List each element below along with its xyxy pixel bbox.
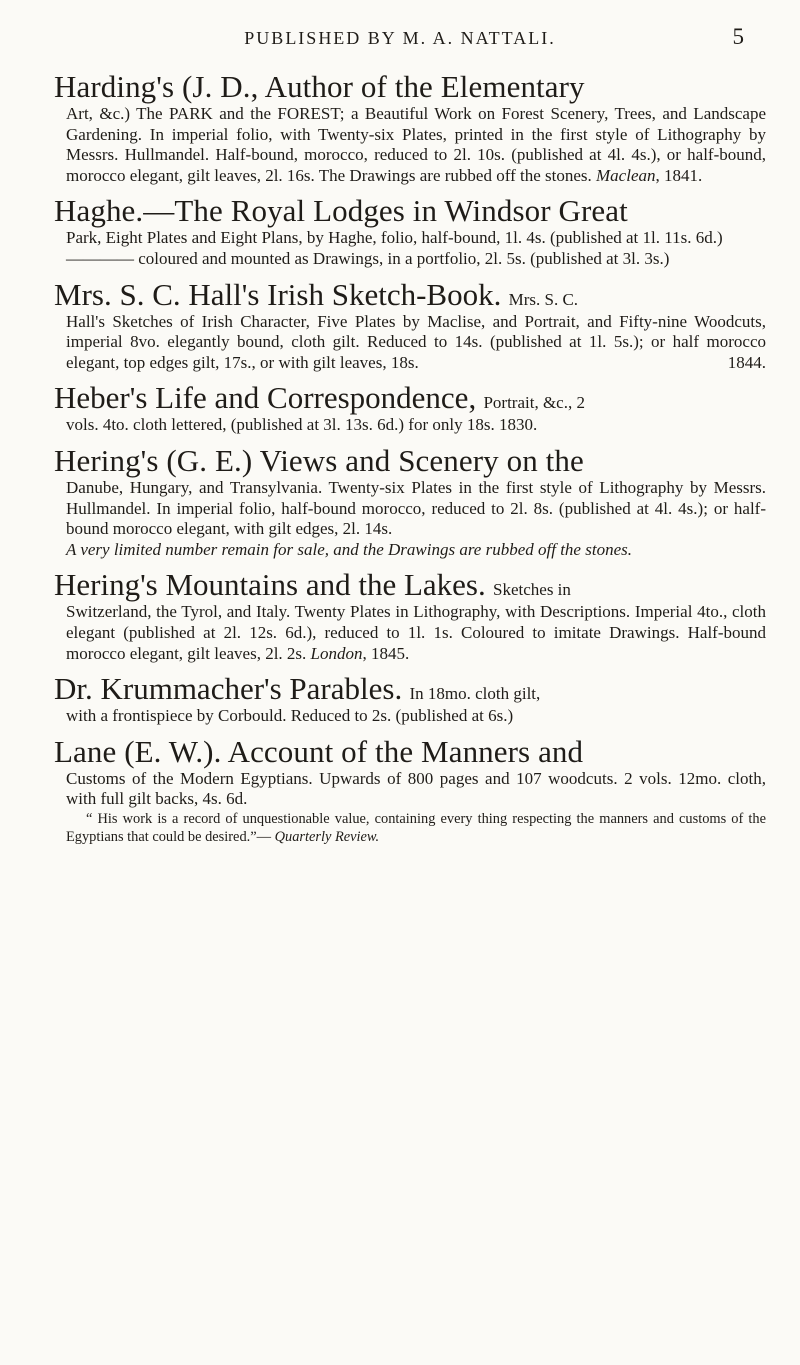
entry-title: Harding's (J. D., Author of the Elementary: [54, 69, 585, 104]
catalogue-entry: [54, 278, 766, 374]
entry-title: Lane (E. W.). Account of the Manners and: [54, 733, 584, 769]
entry-date: , 1841.: [655, 165, 703, 185]
entry-description: Art, &c.) The PARK and the FOREST; a Beautiful Work on Forest Scenery, Trees, and Landscape Gardening. In imperial folio, with Twenty-six Plates, printed in the first style of Lithography by Messrs. Hullmandel. Half-bound, morocco, reduced to 2l. 10s. (published at 4l. 4s.), or half-bound, morocco elegant, gilt leaves, 2l. 16s. The Drawings are rubbed off the stones.: [66, 104, 766, 185]
entry-title-tail: In 18mo. cloth gilt,: [409, 684, 541, 704]
running-head: [0, 22, 800, 56]
entry-description-coloured: ———— coloured and mounted as Drawings, in a portfolio, 2l. 5s. (published at 3l. 3s.): [66, 248, 670, 268]
entry-description: Danube, Hungary, and Transylvania. Twenty-six Plates in the first style of Lithography by Messrs. Hullmandel. In imperial folio, half-bound morocco, reduced to 2l. 8s. (published at 4l. 4s.); or half-bound morocco elegant, with gilt edges, 2l. 14s.: [66, 477, 766, 539]
entry-date: , 1845.: [362, 643, 410, 663]
entry-description: Customs of the Modern Egyptians. Upwards of 800 pages and 107 woodcuts. 2 vols. 12mo. cloth, with full gilt backs, 4s. 6d.: [66, 768, 766, 809]
entry-title: Hering's (G. E.) Views and Scenery on the: [54, 442, 584, 478]
catalogue-entry: [54, 70, 766, 186]
entry-description: Switzerland, the Tyrol, and Italy. Twenty Plates in Lithography, with Descriptions. Imperial 4to., cloth elegant (published at 2l. 12s. 6d.), reduced to 1l. 1s. Coloured to imitate Drawings. Half-bound morocco elegant, gilt leaves, 2l. 2s.: [66, 602, 766, 663]
entry-title: Haghe.—The Royal Lodges in Windsor Great: [54, 193, 628, 229]
entry-title: Dr. Krummacher's Parables.: [54, 671, 403, 707]
review-source: Quarterly Review.: [274, 828, 380, 845]
review-quote: “ His work is a record of unquestionable value, containing every thing respecting the manners and customs of the Egyptians that could be desired.”—: [66, 810, 766, 845]
catalogue-entry: [54, 381, 766, 436]
entry-imprint: London: [310, 643, 363, 663]
entry-imprint: Maclean: [596, 165, 656, 185]
catalogue-entry: [54, 568, 766, 664]
page-number: 5: [732, 24, 744, 49]
entry-title: Hering's Mountains and the Lakes.: [54, 567, 486, 603]
entry-description: Hall's Sketches of Irish Character, Five Plates by Maclise, and Portrait, and Fifty-nine Woodcuts, imperial 8vo. elegantly bound, cloth gilt. Reduced to 14s. (published at 1l. 5s.); or half morocco elegant, top edges gilt, 17s., or with gilt leaves, 18s.: [66, 311, 766, 372]
entry-note: A very limited number remain for sale, and the Drawings are rubbed off the stones.: [66, 539, 632, 559]
catalogue-entries: [54, 70, 766, 854]
entry-description: vols. 4to. cloth lettered, (published at 3l. 13s. 6d.) for only 18s. 1830.: [66, 415, 538, 435]
catalogue-entry: [54, 194, 766, 269]
entry-title: Mrs. S. C. Hall's Irish Sketch-Book.: [54, 276, 502, 312]
running-head-title: PUBLISHED BY M. A. NATTALI.: [244, 28, 556, 48]
entry-description: with a frontispiece by Corbould. Reduced to 2s. (published at 6s.): [66, 706, 514, 726]
entry-title-tail: Sketches in: [493, 580, 571, 600]
catalogue-entry: [54, 672, 766, 727]
catalogue-entry: [54, 444, 766, 560]
catalogue-entry: [54, 735, 766, 846]
entry-date: 1844.: [727, 352, 766, 372]
entry-title-tail: Portrait, &c., 2: [483, 393, 585, 413]
entry-title: Heber's Life and Correspondence,: [54, 380, 477, 416]
entry-description: Park, Eight Plates and Eight Plans, by Haghe, folio, half-bound, 1l. 4s. (published at 1l. 11s. 6d.): [66, 228, 723, 248]
entry-title-tail: Mrs. S. C.: [508, 289, 579, 309]
